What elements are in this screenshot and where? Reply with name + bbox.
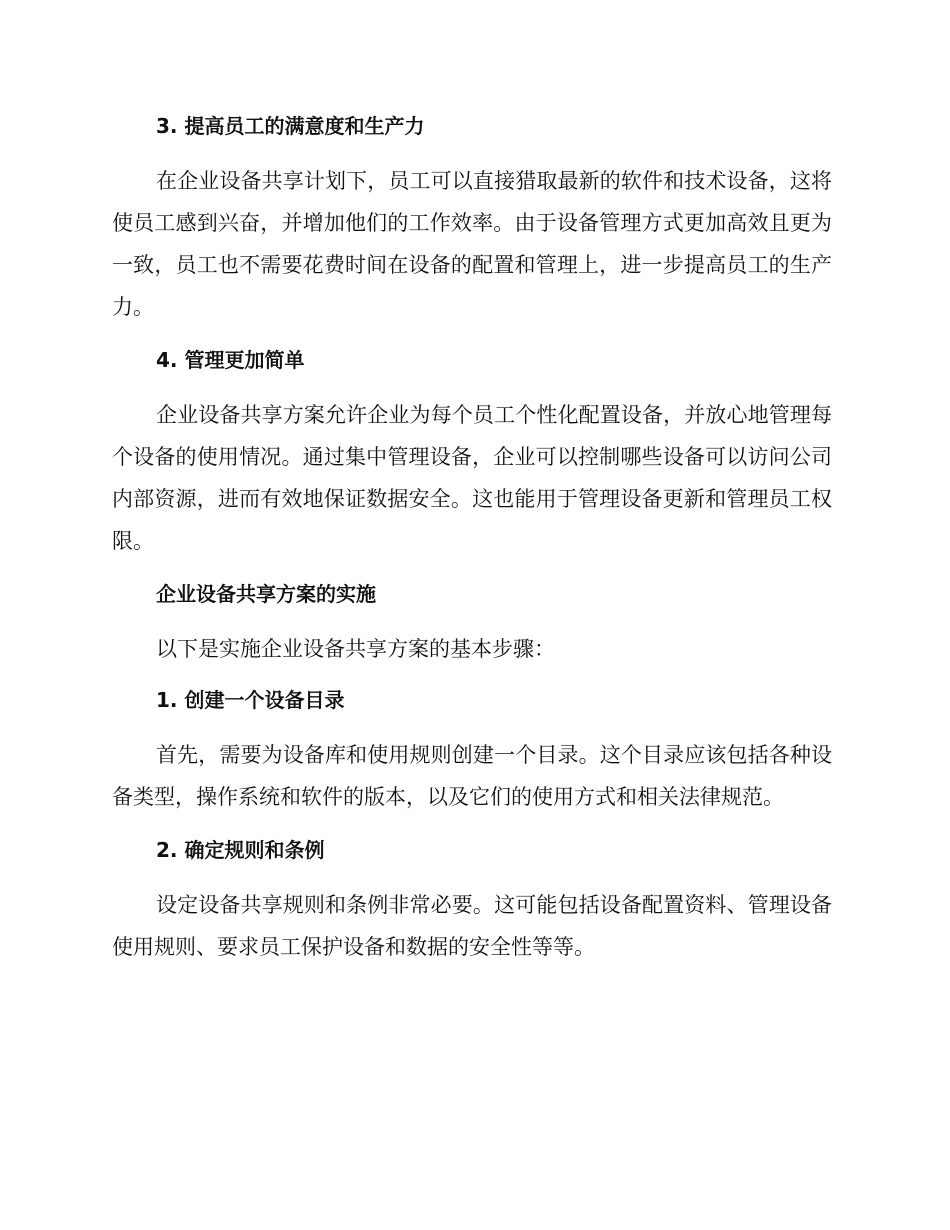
section-heading-implementation: 企业设备共享方案的实施	[156, 582, 376, 606]
section-paragraph-define-rules: 设定设备共享规则和条例非常必要。这可能包括设备配置资料、管理设备使用规则、要求员工保护设备和数据的安全性等等。	[112, 893, 832, 959]
section-heading-define-rules: 2. 确定规则和条例	[156, 838, 325, 862]
section-heading-create-catalog: 1. 创建一个设备目录	[156, 688, 345, 712]
section-paragraph-implementation-intro: 以下是实施企业设备共享方案的基本步骤：	[156, 637, 555, 661]
section-paragraph-simpler-management: 企业设备共享方案允许企业为每个员工个性化配置设备，并放心地管理每个设备的使用情况。通过集中管理设备，企业可以控制哪些设备可以访问公司内部资源，进而有效地保证数据安全。这也能用于管理设备更新和管理员工权限。	[112, 403, 832, 553]
section-paragraph-employee-satisfaction: 在企业设备共享计划下，员工可以直接猎取最新的软件和技术设备，这将使员工感到兴奋，并增加他们的工作效率。由于设备管理方式更加高效且更为一致，员工也不需要花费时间在设备的配置和管理上，进一步提高员工的生产力。	[112, 169, 832, 319]
section-heading-employee-satisfaction: 3. 提高员工的满意度和生产力	[156, 114, 425, 138]
section-heading-simpler-management: 4. 管理更加简单	[156, 348, 305, 372]
section-paragraph-create-catalog: 首先，需要为设备库和使用规则创建一个目录。这个目录应该包括各种设备类型，操作系统和软件的版本，以及它们的使用方式和相关法律规范。	[112, 743, 832, 809]
document-body	[112, 110, 832, 984]
